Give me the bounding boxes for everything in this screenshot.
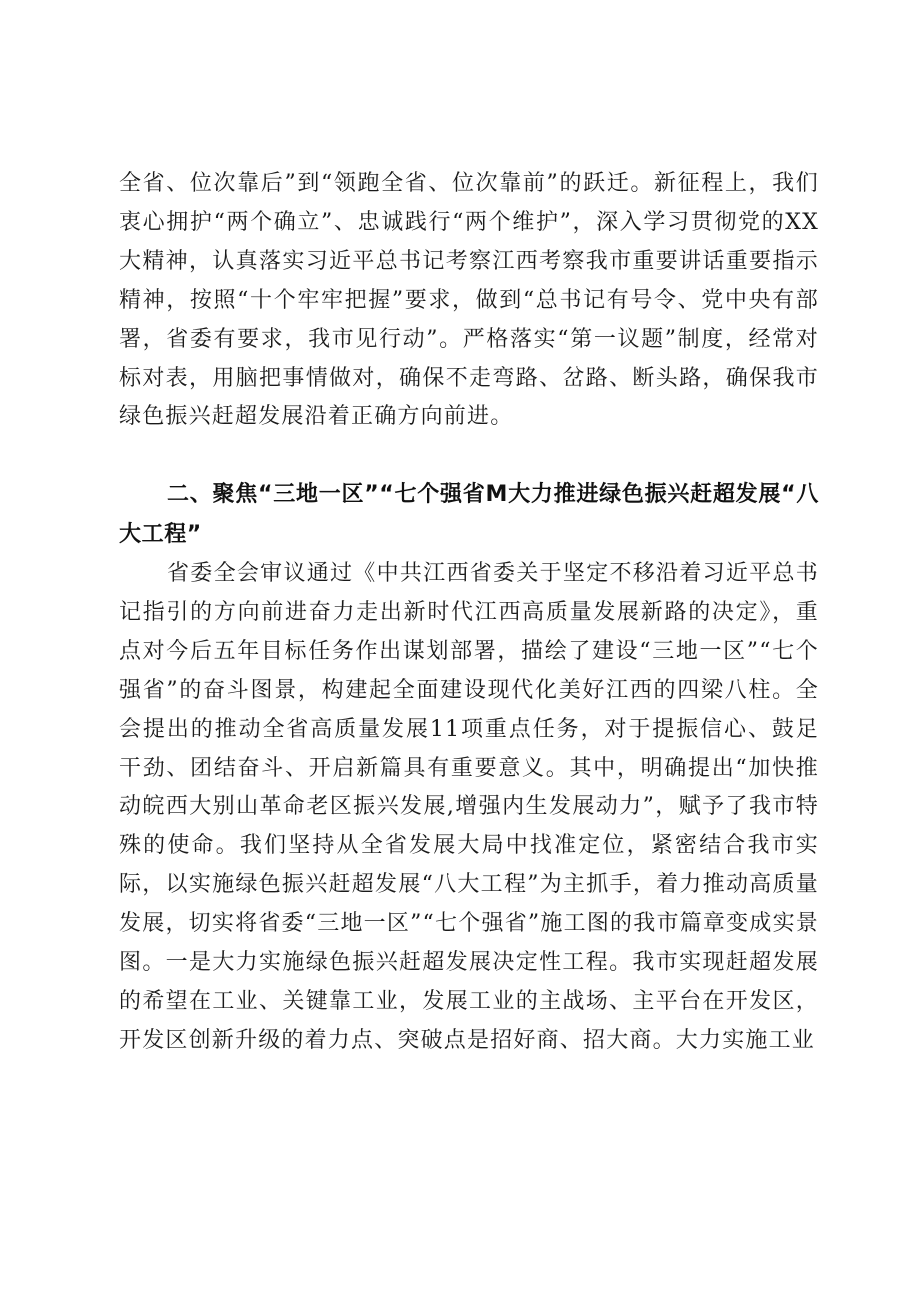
section-heading: 二、聚焦“三地一区”“七个强省M大力推进绿色振兴赶超发展“八大工程” bbox=[119, 482, 819, 547]
body-paragraph: 省委全会审议通过《中共江西省委关于坚定不移沿着习近平总书记指引的方向前进奋力走出新时代江西高质量发展新路的决定》，重点对今后五年目标任务作出谋划部署，描绘了建设“三地一区”“七个强省”的奋斗图景，构建起全面建设现代化美好江西的四梁八柱。全会提出的推动全省高质量发展11项重点任务，对于提振信心、鼓足干劲、团结奋斗、开启新篇具有重要意义。其中，明确提出“加快推动皖西大别山革命老区振兴发展,增强内生发展动力”，赋予了我市特殊的使命。我们坚持从全省发展大局中找准定位，紧密结合我市实际，以实施绿色振兴赶超发展“八大工程”为主抓手，着力推动高质量发展，切实将省委“三地一区”“七个强省”施工图的我市篇章变成实景图。一是大力实施绿色振兴赶超发展决定性工程。我市实现赶超发展的希望在工业、关键靠工业，发展工业的主战场、主平台在开发区，开发区创新升级的着力点、突破点是招好商、招大商。大力实施工业 bbox=[119, 561, 819, 1053]
continued-paragraph: 全省、位次靠后”到“领跑全省、位次靠前”的跃迁。新征程上，我们衷心拥护“两个确立”、忠诚践行“两个维护”，深入学习贯彻党的XX大精神，认真落实习近平总书记考察江西考察我市重要讲话重要指示精神，按照“十个牢牢把握”要求，做到“总书记有号令、党中央有部署，省委有要求，我市见行动”。严格落实“第一议题”制度，经常对标对表，用脑把事情做对，确保不走弯路、岔路、断头路，确保我市绿色振兴赶超发展沿着正确方向前进。 bbox=[119, 171, 819, 430]
